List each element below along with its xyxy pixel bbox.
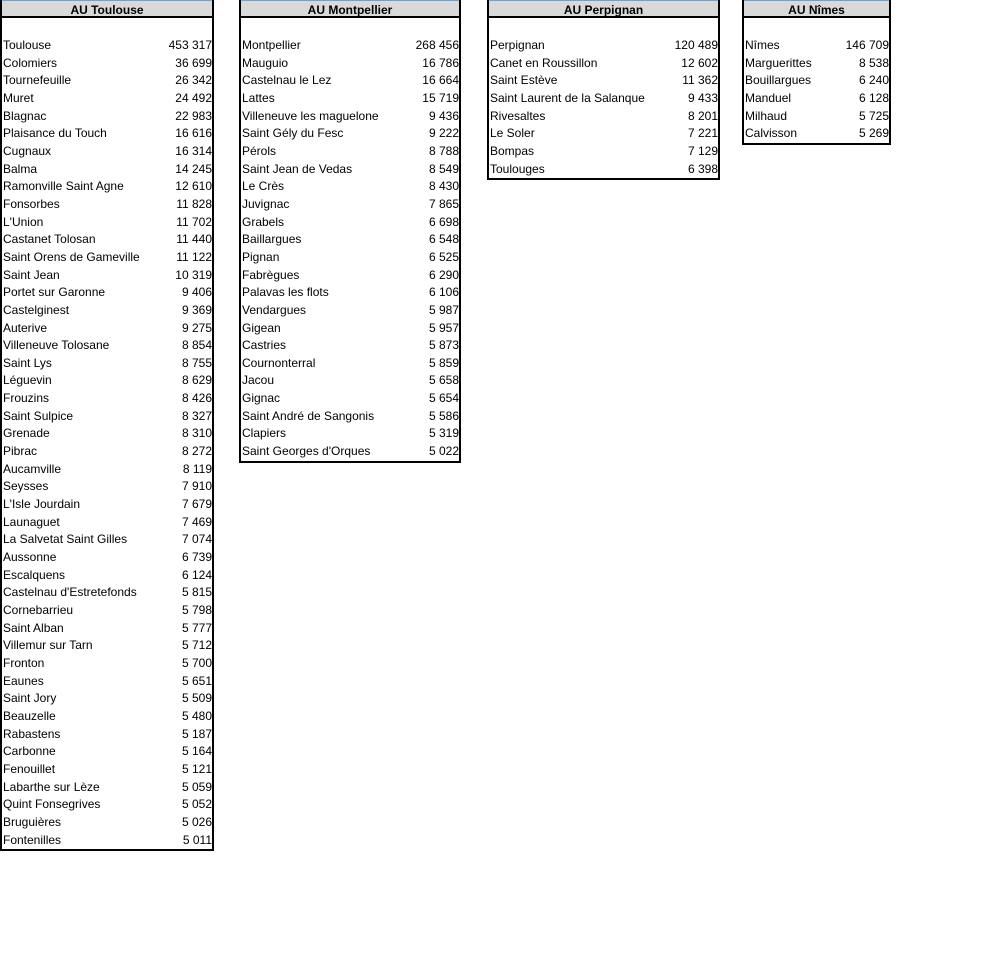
commune-name: Bompas xyxy=(490,143,535,158)
table-row xyxy=(241,302,459,320)
table-row xyxy=(2,779,212,797)
commune-name: Cugnaux xyxy=(3,143,52,158)
population-value: 5 121 xyxy=(181,761,212,776)
population-value: 5 011 xyxy=(182,832,212,847)
table-row xyxy=(489,108,718,126)
commune-name: Toulouges xyxy=(490,161,545,176)
commune-name: Castanet Tolosan xyxy=(3,232,96,247)
commune-name: Saint Sulpice xyxy=(3,408,74,423)
table-row xyxy=(241,249,459,267)
commune-name: L'Isle Jourdain xyxy=(3,497,81,512)
population-value: 5 725 xyxy=(858,108,889,123)
table-row xyxy=(489,161,718,179)
table-row xyxy=(2,637,212,655)
commune-name: Blagnac xyxy=(3,108,47,123)
commune-name: Clapiers xyxy=(242,426,287,441)
commune-name: Marguerittes xyxy=(745,55,812,70)
population-value: 5 052 xyxy=(181,797,212,812)
table-row xyxy=(241,143,459,161)
population-value: 7 469 xyxy=(181,514,212,529)
table-row xyxy=(2,567,212,585)
commune-name: Lattes xyxy=(242,90,275,105)
table-row xyxy=(2,443,212,461)
table-row xyxy=(2,655,212,673)
table-row xyxy=(2,690,212,708)
commune-name: Seysses xyxy=(3,479,49,494)
commune-name: Juvignac xyxy=(242,196,290,211)
table-header: AU Perpignan xyxy=(489,0,718,18)
table-row xyxy=(241,178,459,196)
table-row xyxy=(2,531,212,549)
commune-name: Rivesaltes xyxy=(490,108,546,123)
commune-name: Fonsorbes xyxy=(3,196,60,211)
table-row xyxy=(2,37,212,55)
commune-name: Fabrègues xyxy=(242,267,300,282)
population-value: 9 406 xyxy=(181,285,212,300)
table-row xyxy=(241,425,459,443)
table-row xyxy=(241,161,459,179)
population-value: 6 739 xyxy=(181,550,212,565)
population-value: 8 538 xyxy=(858,55,889,70)
table-row xyxy=(744,90,889,108)
commune-name: Le Crès xyxy=(242,179,285,194)
population-value: 5 859 xyxy=(428,355,459,370)
table-row xyxy=(744,72,889,90)
table-row xyxy=(241,390,459,408)
table-row xyxy=(2,355,212,373)
commune-name: Frouzins xyxy=(3,391,50,406)
commune-name: Villemur sur Tarn xyxy=(3,638,93,653)
population-value: 15 719 xyxy=(422,90,459,105)
population-value: 5 712 xyxy=(181,638,212,653)
table-row xyxy=(2,214,212,232)
commune-name: Saint Laurent de la Salanque xyxy=(490,90,645,105)
table-row xyxy=(241,231,459,249)
commune-name: Toulouse xyxy=(3,38,52,52)
population-value: 8 629 xyxy=(181,373,212,388)
commune-name: Montpellier xyxy=(242,38,301,52)
commune-name: Bouillargues xyxy=(745,73,812,88)
commune-name: Fontenilles xyxy=(3,832,62,847)
commune-name: Eaunes xyxy=(3,673,44,688)
commune-name: Castelnau d'Estretefonds xyxy=(3,585,137,600)
population-value: 22 983 xyxy=(175,108,212,123)
table-row xyxy=(2,143,212,161)
population-value: 11 702 xyxy=(176,214,212,229)
commune-name: Portet sur Garonne xyxy=(3,285,106,300)
commune-name: Muret xyxy=(3,90,34,105)
population-value: 8 788 xyxy=(428,143,459,158)
table-row xyxy=(2,814,212,832)
table-row xyxy=(2,584,212,602)
commune-name: Saint Estève xyxy=(490,73,558,88)
table-row xyxy=(489,90,718,108)
population-value: 7 221 xyxy=(687,126,718,141)
table-row xyxy=(2,267,212,285)
population-value: 7 679 xyxy=(181,497,212,512)
commune-name: Labarthe sur Lèze xyxy=(3,779,100,794)
commune-name: Palavas les flots xyxy=(242,285,329,300)
population-value: 8 755 xyxy=(181,355,212,370)
commune-name: Aussonne xyxy=(3,550,57,565)
population-value: 5 026 xyxy=(181,814,212,829)
table-au-perpignan xyxy=(487,0,720,180)
population-value: 26 342 xyxy=(175,73,212,88)
population-value: 6 240 xyxy=(858,73,889,88)
commune-name: Calvisson xyxy=(745,126,798,141)
commune-name: Escalquens xyxy=(3,567,66,582)
commune-name: Aucamville xyxy=(3,461,62,476)
commune-name: Baillargues xyxy=(242,232,302,247)
table-row xyxy=(2,743,212,761)
population-value: 36 699 xyxy=(175,55,212,70)
population-value: 6 128 xyxy=(858,90,889,105)
commune-name: Villeneuve Tolosane xyxy=(3,338,110,353)
commune-name: Villeneuve les maguelone xyxy=(242,108,379,123)
population-value: 5 269 xyxy=(858,126,889,141)
commune-name: Launaguet xyxy=(3,514,60,529)
commune-name: Saint Jean xyxy=(3,267,60,282)
population-value: 5 987 xyxy=(428,302,459,317)
commune-name: Le Soler xyxy=(490,126,535,141)
table-row xyxy=(2,90,212,108)
commune-name: Carbonne xyxy=(3,744,56,759)
population-value: 12 602 xyxy=(681,55,718,70)
population-value: 268 456 xyxy=(415,38,459,52)
commune-name: Saint Lys xyxy=(3,355,52,370)
population-value: 8 426 xyxy=(181,391,212,406)
population-value: 5 777 xyxy=(181,620,212,635)
population-value: 146 709 xyxy=(845,38,889,52)
population-value: 10 319 xyxy=(175,267,212,282)
population-value: 8 549 xyxy=(428,161,459,176)
table-row xyxy=(744,37,889,55)
table-header: AU Toulouse xyxy=(2,0,212,18)
population-value: 24 492 xyxy=(175,90,212,105)
population-value: 6 290 xyxy=(428,267,459,282)
population-value: 8 201 xyxy=(687,108,718,123)
commune-name: Grenade xyxy=(3,426,50,441)
table-row xyxy=(2,284,212,302)
table-row xyxy=(241,108,459,126)
population-value: 6 698 xyxy=(428,214,459,229)
table-row xyxy=(2,726,212,744)
commune-name: Plaisance du Touch xyxy=(3,126,107,141)
population-value: 5 957 xyxy=(428,320,459,335)
population-value: 11 440 xyxy=(176,232,212,247)
commune-name: Grabels xyxy=(242,214,285,229)
population-value: 9 433 xyxy=(687,90,718,105)
table-row xyxy=(2,673,212,691)
commune-name: Milhaud xyxy=(745,108,788,123)
table-row xyxy=(2,196,212,214)
table-row xyxy=(2,337,212,355)
table-au-montpellier xyxy=(239,0,461,463)
commune-name: Colomiers xyxy=(3,55,58,70)
commune-name: Castelnau le Lez xyxy=(242,73,332,88)
table-header: AU Nîmes xyxy=(744,0,889,18)
commune-name: Castries xyxy=(242,338,287,353)
population-value: 453 317 xyxy=(168,38,212,52)
population-value: 14 245 xyxy=(175,161,212,176)
population-value: 8 119 xyxy=(182,461,212,476)
commune-name: Saint André de Sangonis xyxy=(242,408,375,423)
table-row xyxy=(2,161,212,179)
commune-name: Saint Orens de Gameville xyxy=(3,249,140,264)
table-au-toulouse xyxy=(0,0,214,851)
population-value: 8 310 xyxy=(181,426,212,441)
commune-name: Cournonterral xyxy=(242,355,316,370)
population-value: 8 430 xyxy=(428,179,459,194)
commune-name: Ramonville Saint Agne xyxy=(3,179,124,194)
table-row xyxy=(2,390,212,408)
population-value: 5 059 xyxy=(181,779,212,794)
table-row xyxy=(241,355,459,373)
population-value: 11 122 xyxy=(176,249,212,264)
population-value: 6 124 xyxy=(181,567,212,582)
table-row xyxy=(241,196,459,214)
table-row xyxy=(241,337,459,355)
population-value: 5 480 xyxy=(181,708,212,723)
table-row xyxy=(241,214,459,232)
table-row xyxy=(2,372,212,390)
table-row xyxy=(2,496,212,514)
table-row xyxy=(2,549,212,567)
table-row xyxy=(489,125,718,143)
commune-name: Saint Jory xyxy=(3,691,57,706)
commune-name: Tournefeuille xyxy=(3,73,72,88)
table-row xyxy=(2,108,212,126)
commune-name: Gigean xyxy=(242,320,281,335)
table-row xyxy=(241,37,459,55)
population-value: 5 319 xyxy=(428,426,459,441)
table-row xyxy=(241,125,459,143)
population-value: 8 272 xyxy=(181,444,212,459)
table-row xyxy=(2,125,212,143)
table-row xyxy=(2,320,212,338)
population-value: 6 548 xyxy=(428,232,459,247)
population-value: 5 187 xyxy=(181,726,212,741)
table-row xyxy=(2,461,212,479)
commune-name: Saint Jean de Vedas xyxy=(242,161,353,176)
population-value: 7 074 xyxy=(181,532,212,547)
population-value: 5 164 xyxy=(181,744,212,759)
table-row xyxy=(241,408,459,426)
commune-name: Pibrac xyxy=(3,444,38,459)
table-row xyxy=(2,620,212,638)
commune-name: Bruguières xyxy=(3,814,62,829)
population-value: 11 362 xyxy=(682,73,718,88)
commune-name: Rabastens xyxy=(3,726,61,741)
table-row xyxy=(2,478,212,496)
commune-name: Saint Gély du Fesc xyxy=(242,126,344,141)
population-value: 8 327 xyxy=(181,408,212,423)
table-row xyxy=(2,796,212,814)
table-row xyxy=(489,143,718,161)
population-value: 16 786 xyxy=(422,55,459,70)
population-value: 5 654 xyxy=(428,391,459,406)
commune-name: Balma xyxy=(3,161,38,176)
table-row xyxy=(2,55,212,73)
commune-name: Pignan xyxy=(242,249,280,264)
population-value: 9 436 xyxy=(428,108,459,123)
table-au-nimes xyxy=(742,0,891,145)
table-row xyxy=(2,72,212,90)
population-value: 5 658 xyxy=(428,373,459,388)
table-row xyxy=(241,267,459,285)
table-row xyxy=(489,55,718,73)
table-row xyxy=(241,443,459,461)
table-row xyxy=(241,284,459,302)
population-value: 9 369 xyxy=(181,302,212,317)
table-row xyxy=(489,37,718,55)
commune-name: Auterive xyxy=(3,320,48,335)
commune-name: Manduel xyxy=(745,90,792,105)
population-value: 16 616 xyxy=(175,126,212,141)
commune-name: Pérols xyxy=(242,143,277,158)
table-row xyxy=(241,90,459,108)
table-row xyxy=(2,249,212,267)
commune-name: Beauzelle xyxy=(3,708,56,723)
population-value: 9 222 xyxy=(428,126,459,141)
table-row xyxy=(2,761,212,779)
table-row xyxy=(744,125,889,143)
population-value: 6 106 xyxy=(428,285,459,300)
commune-name: Canet en Roussillon xyxy=(490,55,598,70)
population-value: 6 525 xyxy=(428,249,459,264)
population-value: 7 129 xyxy=(687,143,718,158)
population-value: 12 610 xyxy=(175,179,212,194)
commune-name: Cornebarrieu xyxy=(3,603,74,617)
population-value: 120 489 xyxy=(674,38,718,52)
commune-name: Mauguio xyxy=(242,55,289,70)
commune-name: Castelginest xyxy=(3,302,70,317)
commune-name: Quint Fonsegrives xyxy=(3,797,101,812)
population-value: 16 664 xyxy=(422,73,459,88)
commune-name: Vendargues xyxy=(242,302,307,317)
population-value: 5 651 xyxy=(181,673,212,688)
table-row xyxy=(2,408,212,426)
table-row xyxy=(489,72,718,90)
population-value: 7 910 xyxy=(181,479,212,494)
commune-name: Fenouillet xyxy=(3,761,56,776)
table-row xyxy=(241,72,459,90)
population-value: 5 509 xyxy=(181,691,212,706)
table-row xyxy=(241,55,459,73)
table-row xyxy=(2,178,212,196)
population-value: 16 314 xyxy=(175,143,212,158)
population-value: 6 398 xyxy=(687,161,718,176)
population-value: 5 873 xyxy=(428,338,459,353)
commune-name: Léguevin xyxy=(3,373,52,388)
commune-name: Perpignan xyxy=(490,38,545,52)
commune-name: L'Union xyxy=(3,214,44,229)
commune-name: Nîmes xyxy=(745,38,780,52)
commune-name: Saint Alban xyxy=(3,620,64,635)
population-value: 8 854 xyxy=(181,338,212,353)
population-value: 11 828 xyxy=(176,196,212,211)
table-header: AU Montpellier xyxy=(241,0,459,18)
population-value: 5 700 xyxy=(181,655,212,670)
commune-name: Jacou xyxy=(242,373,275,388)
population-value: 7 865 xyxy=(428,196,459,211)
table-row xyxy=(2,708,212,726)
population-value: 5 798 xyxy=(181,603,212,617)
population-value: 9 275 xyxy=(181,320,212,335)
commune-name: Gignac xyxy=(242,391,281,406)
population-value: 5 815 xyxy=(181,585,212,600)
table-row xyxy=(2,514,212,532)
table-row xyxy=(2,231,212,249)
commune-name: La Salvetat Saint Gilles xyxy=(3,532,128,547)
population-value: 5 586 xyxy=(428,408,459,423)
table-row xyxy=(2,602,212,620)
commune-name: Fronton xyxy=(3,655,45,670)
table-row xyxy=(2,832,212,850)
table-row xyxy=(744,108,889,126)
table-row xyxy=(2,425,212,443)
table-row xyxy=(241,320,459,338)
commune-name: Saint Georges d'Orques xyxy=(242,444,371,459)
population-value: 5 022 xyxy=(428,444,459,459)
table-row xyxy=(744,55,889,73)
table-row xyxy=(2,302,212,320)
table-row xyxy=(241,372,459,390)
